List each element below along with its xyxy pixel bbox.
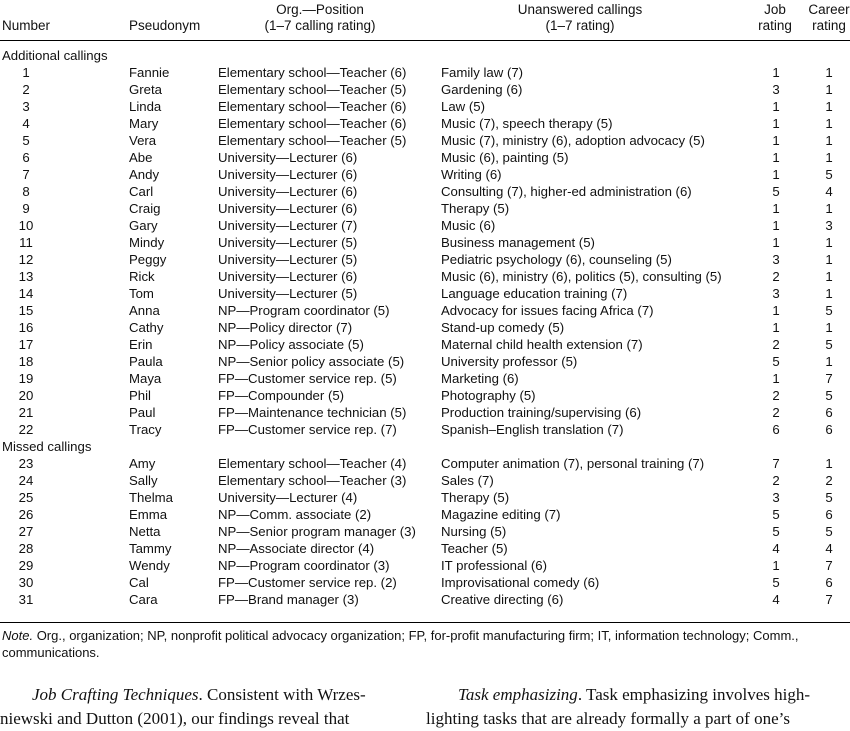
cell-calling: Writing (6) [441, 167, 502, 182]
cell-calling: Magazine editing (7) [441, 507, 561, 522]
cell-position: University—Lecturer (6) [218, 150, 358, 165]
cell-pseudonym: Tom [129, 286, 154, 301]
cell-calling: Gardening (6) [441, 82, 523, 97]
cell-number: 28 [18, 541, 34, 556]
cell-number: 6 [22, 150, 30, 165]
cell-job-rating: 1 [772, 303, 780, 318]
cell-position: FP—Customer service rep. (7) [218, 422, 397, 437]
cell-position: University—Lecturer (5) [218, 252, 358, 267]
cell-job-rating: 7 [772, 456, 780, 471]
cell-position: NP—Senior policy associate (5) [218, 354, 405, 369]
cell-calling: IT professional (6) [441, 558, 548, 573]
cell-calling: Advocacy for issues facing Africa (7) [441, 303, 654, 318]
cell-position: University—Lecturer (6) [218, 269, 358, 284]
cell-calling: Music (6), painting (5) [441, 150, 569, 165]
header-career-line2: rating [812, 18, 846, 33]
cell-calling: Photography (5) [441, 388, 536, 403]
header-pseudonym: Pseudonym [129, 18, 201, 33]
cell-calling: Maternal child health extension (7) [441, 337, 643, 352]
cell-number: 15 [18, 303, 34, 318]
cell-career-rating: 5 [825, 490, 833, 505]
cell-career-rating: 6 [825, 422, 833, 437]
cell-position: FP—Maintenance technician (5) [218, 405, 407, 420]
cell-pseudonym: Gary [129, 218, 158, 233]
cell-position: NP—Policy director (7) [218, 320, 353, 335]
header-callings-line2: (1–7 rating) [545, 18, 615, 33]
cell-career-rating: 1 [825, 65, 833, 80]
cell-job-rating: 3 [772, 252, 780, 267]
cell-number: 21 [18, 405, 34, 420]
cell-career-rating: 5 [825, 337, 833, 352]
cell-job-rating: 1 [772, 235, 780, 250]
cell-number: 10 [18, 218, 34, 233]
cell-position: NP—Policy associate (5) [218, 337, 364, 352]
cell-pseudonym: Phil [129, 388, 151, 403]
cell-job-rating: 1 [772, 320, 780, 335]
cell-calling: Family law (7) [441, 65, 524, 80]
cell-calling: Pediatric psychology (6), counseling (5) [441, 252, 672, 267]
cell-calling: Music (7), ministry (6), adoption advocacy (5) [441, 133, 705, 148]
cell-number: 9 [22, 201, 30, 216]
header-position-line2: (1–7 calling rating) [264, 18, 376, 33]
cell-number: 11 [19, 235, 33, 250]
cell-job-rating: 1 [772, 201, 780, 216]
cell-job-rating: 1 [772, 99, 780, 114]
cell-job-rating: 1 [772, 167, 780, 182]
cell-number: 4 [22, 116, 30, 131]
cell-job-rating: 1 [772, 558, 780, 573]
cell-career-rating: 6 [825, 405, 833, 420]
cell-pseudonym: Mindy [129, 235, 165, 250]
cell-calling: Improvisational comedy (6) [441, 575, 600, 590]
cell-position: Elementary school—Teacher (5) [218, 133, 407, 148]
table-bottom-rule [0, 622, 850, 623]
cell-calling: Consulting (7), higher-ed administration (6) [441, 184, 692, 199]
header-career-line1: Career [808, 2, 850, 17]
left-column-line2: niewski and Dutton (2001), our findings reveal that [0, 709, 350, 728]
cell-pseudonym: Erin [129, 337, 153, 352]
cell-position: Elementary school—Teacher (6) [218, 99, 407, 114]
cell-calling: Computer animation (7), personal training (7) [441, 456, 705, 471]
cell-position: University—Lecturer (5) [218, 286, 358, 301]
cell-pseudonym: Vera [129, 133, 157, 148]
cell-calling: Sales (7) [441, 473, 494, 488]
cell-career-rating: 4 [825, 541, 833, 556]
cell-position: University—Lecturer (6) [218, 184, 358, 199]
cell-job-rating: 6 [772, 422, 780, 437]
cell-job-rating: 2 [772, 388, 780, 403]
cell-job-rating: 1 [772, 133, 780, 148]
cell-number: 12 [18, 252, 34, 267]
cell-number: 20 [18, 388, 34, 403]
cell-number: 27 [18, 524, 34, 539]
cell-position: FP—Compounder (5) [218, 388, 345, 403]
cell-calling: Creative directing (6) [441, 592, 564, 607]
cell-number: 8 [22, 184, 30, 199]
cell-pseudonym: Mary [129, 116, 159, 131]
cell-position: Elementary school—Teacher (3) [218, 473, 407, 488]
header-job-line2: rating [758, 18, 792, 33]
note-line2: communications. [2, 645, 100, 660]
cell-calling: Teacher (5) [441, 541, 508, 556]
cell-number: 16 [18, 320, 34, 335]
left-section-heading: Job Crafting Techniques [32, 685, 199, 704]
cell-number: 2 [22, 82, 30, 97]
cell-job-rating: 4 [772, 541, 780, 556]
cell-job-rating: 3 [772, 490, 780, 505]
right-section-heading: Task emphasizing [458, 685, 578, 704]
cell-number: 29 [18, 558, 34, 573]
cell-job-rating: 5 [772, 524, 780, 539]
right-column-line2: lighting tasks that are already formally a part of one’s [426, 709, 790, 728]
cell-position: University—Lecturer (6) [218, 201, 358, 216]
cell-job-rating: 2 [772, 337, 780, 352]
cell-position: University—Lecturer (4) [218, 490, 358, 505]
cell-job-rating: 1 [772, 371, 780, 386]
cell-career-rating: 1 [825, 320, 833, 335]
cell-career-rating: 7 [825, 558, 833, 573]
cell-pseudonym: Anna [129, 303, 160, 318]
cell-job-rating: 2 [772, 269, 780, 284]
cell-number: 18 [18, 354, 34, 369]
cell-number: 13 [18, 269, 34, 284]
cell-career-rating: 1 [825, 354, 833, 369]
cell-career-rating: 1 [825, 456, 833, 471]
cell-career-rating: 1 [825, 116, 833, 131]
cell-career-rating: 3 [825, 218, 833, 233]
cell-pseudonym: Paula [129, 354, 163, 369]
cell-pseudonym: Netta [129, 524, 161, 539]
cell-calling: Language education training (7) [441, 286, 628, 301]
cell-calling: Business management (5) [441, 235, 595, 250]
cell-number: 3 [22, 99, 30, 114]
cell-number: 23 [18, 456, 34, 471]
cell-job-rating: 2 [772, 473, 780, 488]
cell-pseudonym: Thelma [129, 490, 173, 505]
cell-career-rating: 5 [825, 303, 833, 318]
cell-career-rating: 1 [825, 269, 833, 284]
cell-calling: Spanish–English translation (7) [441, 422, 624, 437]
table-note [2, 627, 799, 644]
cell-career-rating: 5 [825, 524, 833, 539]
cell-pseudonym: Andy [129, 167, 160, 182]
cell-pseudonym: Fannie [129, 65, 170, 80]
cell-job-rating: 5 [772, 184, 780, 199]
cell-career-rating: 7 [825, 592, 833, 607]
cell-job-rating: 1 [772, 150, 780, 165]
cell-job-rating: 3 [772, 286, 780, 301]
cell-job-rating: 4 [772, 592, 780, 607]
cell-pseudonym: Peggy [129, 252, 167, 267]
cell-number: 24 [18, 473, 34, 488]
cell-pseudonym: Cal [129, 575, 149, 590]
cell-calling: Law (5) [441, 99, 485, 114]
cell-position: University—Lecturer (5) [218, 235, 358, 250]
left-line1-text: . Consistent with Wrzes- [198, 685, 366, 704]
cell-number: 22 [18, 422, 34, 437]
cell-position: Elementary school—Teacher (4) [218, 456, 407, 471]
cell-pseudonym: Cara [129, 592, 158, 607]
cell-position: FP—Customer service rep. (2) [218, 575, 397, 590]
cell-position: NP—Senior program manager (3) [218, 524, 416, 539]
cell-calling: Music (7), speech therapy (5) [441, 116, 613, 131]
cell-calling: Marketing (6) [441, 371, 519, 386]
cell-career-rating: 1 [825, 150, 833, 165]
cell-job-rating: 3 [772, 82, 780, 97]
cell-position: NP—Associate director (4) [218, 541, 375, 556]
cell-calling: Stand-up comedy (5) [441, 320, 565, 335]
cell-career-rating: 6 [825, 575, 833, 590]
note-label: Note. [2, 628, 34, 643]
cell-job-rating: 5 [772, 575, 780, 590]
cell-pseudonym: Craig [129, 201, 161, 216]
cell-number: 7 [22, 167, 30, 182]
cell-pseudonym: Sally [129, 473, 158, 488]
left-column-line1 [32, 683, 366, 707]
cell-calling: University professor (5) [441, 354, 578, 369]
cell-pseudonym: Abe [129, 150, 153, 165]
cell-job-rating: 1 [772, 65, 780, 80]
cell-career-rating: 2 [825, 473, 833, 488]
cell-pseudonym: Cathy [129, 320, 164, 335]
cell-number: 5 [22, 133, 30, 148]
cell-career-rating: 5 [825, 388, 833, 403]
cell-position: University—Lecturer (7) [218, 218, 358, 233]
cell-career-rating: 6 [825, 507, 833, 522]
cell-career-rating: 1 [825, 133, 833, 148]
cell-position: Elementary school—Teacher (6) [218, 65, 407, 80]
cell-career-rating: 1 [825, 201, 833, 216]
header-callings-line1: Unanswered callings [517, 2, 643, 17]
cell-job-rating: 1 [772, 116, 780, 131]
cell-pseudonym: Tammy [129, 541, 172, 556]
cell-number: 19 [18, 371, 34, 386]
cell-position: FP—Customer service rep. (5) [218, 371, 397, 386]
cell-job-rating: 5 [772, 507, 780, 522]
cell-pseudonym: Linda [129, 99, 162, 114]
cell-career-rating: 7 [825, 371, 833, 386]
cell-position: University—Lecturer (6) [218, 167, 358, 182]
header-rule [0, 40, 850, 41]
cell-pseudonym: Maya [129, 371, 162, 386]
cell-pseudonym: Emma [129, 507, 168, 522]
cell-number: 30 [18, 575, 34, 590]
cell-calling: Music (6) [441, 218, 496, 233]
cell-career-rating: 1 [825, 252, 833, 267]
header-number: Number [2, 18, 51, 33]
header-job-line1: Job [764, 2, 786, 17]
cell-number: 31 [18, 592, 34, 607]
group-label: Missed callings [2, 439, 92, 454]
cell-calling: Therapy (5) [441, 201, 510, 216]
cell-number: 14 [18, 286, 34, 301]
cell-career-rating: 1 [825, 235, 833, 250]
cell-number: 1 [22, 65, 30, 80]
cell-pseudonym: Paul [129, 405, 156, 420]
cell-job-rating: 5 [772, 354, 780, 369]
cell-career-rating: 5 [825, 167, 833, 182]
cell-pseudonym: Carl [129, 184, 154, 199]
cell-calling: Music (6), ministry (6), politics (5), consulting (5) [441, 269, 722, 284]
cell-career-rating: 1 [825, 99, 833, 114]
cell-position: Elementary school—Teacher (6) [218, 116, 407, 131]
note-line1: Org., organization; NP, nonprofit political advocacy organization; FP, for-profit manufacturing firm; IT, information technology; Comm., [33, 628, 799, 643]
cell-pseudonym: Wendy [129, 558, 170, 573]
cell-job-rating: 1 [772, 218, 780, 233]
cell-number: 26 [18, 507, 34, 522]
header-position-line1: Org.—Position [276, 2, 364, 17]
cell-position: NP—Comm. associate (2) [218, 507, 372, 522]
cell-pseudonym: Rick [129, 269, 155, 284]
cell-position: NP—Program coordinator (3) [218, 558, 390, 573]
group-label: Additional callings [2, 48, 108, 63]
cell-number: 17 [18, 337, 34, 352]
right-line1-text: . Task emphasizing involves high- [577, 685, 811, 704]
right-column-line1 [458, 683, 810, 707]
cell-calling: Production training/supervising (6) [441, 405, 642, 420]
cell-position: Elementary school—Teacher (5) [218, 82, 407, 97]
cell-pseudonym: Greta [129, 82, 162, 97]
cell-pseudonym: Tracy [129, 422, 162, 437]
cell-pseudonym: Amy [129, 456, 156, 471]
cell-position: FP—Brand manager (3) [218, 592, 359, 607]
cell-number: 25 [18, 490, 34, 505]
cell-job-rating: 2 [772, 405, 780, 420]
cell-career-rating: 1 [825, 82, 833, 97]
cell-calling: Therapy (5) [441, 490, 510, 505]
cell-career-rating: 4 [825, 184, 833, 199]
cell-position: NP—Program coordinator (5) [218, 303, 390, 318]
cell-calling: Nursing (5) [441, 524, 507, 539]
cell-career-rating: 1 [825, 286, 833, 301]
